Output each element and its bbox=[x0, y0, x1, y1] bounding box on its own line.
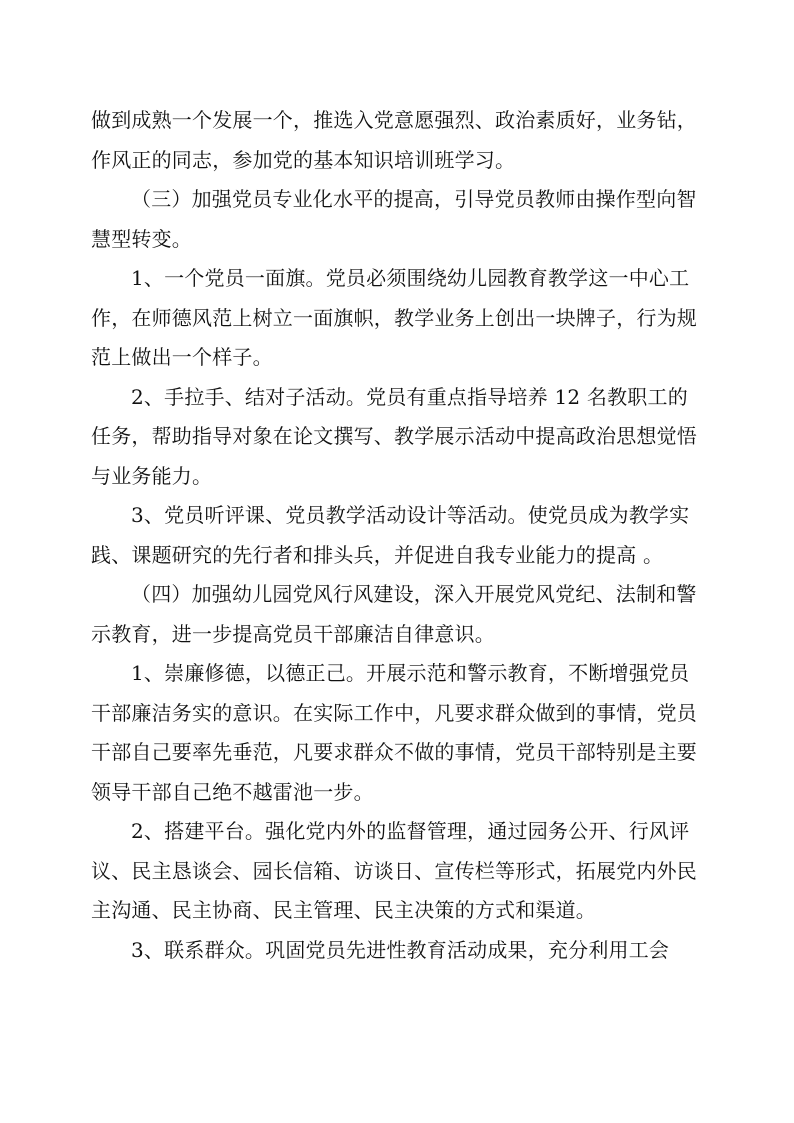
list-item-one-flag: 1、一个党员一面旗。党员必须围绕幼儿园教育教学这一中心工作，在师德风范上树立一面旗帜，教学业务上创出一块牌子，行为规范上做出一个样子。 bbox=[91, 266, 697, 369]
paragraph-continuation: 做到成熟一个发展一个，推选入党意愿强烈、政治素质好，业务钻，作风正的同志，参加党的基本知识培训班学习。 bbox=[91, 108, 697, 172]
list-item-three-lesson-review: 3、党员听评课、党员教学活动设计等活动。使党员成为教学实践、课题研究的先行者和排头兵，并促进自我专业能力的提高 。 bbox=[91, 503, 690, 567]
list-item-two-mentoring: 2、手拉手、结对子活动。党员有重点指导培养 12 名教职工的任务，帮助指导对象在论文撰写、教学展示活动中提高政治思想觉悟与业务能力。 bbox=[91, 384, 697, 488]
section-heading-four: （四）加强幼儿园党风行风建设，深入开展党风党纪、法制和警示教育，进一步提高党员干部廉洁自律意识。 bbox=[91, 582, 697, 646]
list-item-two-platform: 2、搭建平台。强化党内外的监督管理，通过园务公开、行风评议、民主恳谈会、园长信箱、访谈日、宣传栏等形式，拓展党内外民主沟通、民主协商、民主管理、民主决策的方式和渠道。 bbox=[91, 819, 697, 922]
document-body bbox=[91, 101, 705, 970]
list-item-three-contact-masses: 3、联系群众。巩固党员先进性教育活动成果，充分利用工会 bbox=[131, 937, 670, 962]
section-heading-three: （三）加强党员专业化水平的提高，引导党员教师由操作型向智慧型转变。 bbox=[91, 187, 697, 251]
list-item-one-integrity: 1、崇廉修德，以德正己。开展示范和警示教育，不断增强党员干部廉洁务实的意识。在实际工作中，凡要求群众做到的事情，党员干部自己要率先垂范，凡要求群众不做的事情，党员干部特别是主要领导干部自己绝不越雷池一步。 bbox=[91, 661, 697, 804]
